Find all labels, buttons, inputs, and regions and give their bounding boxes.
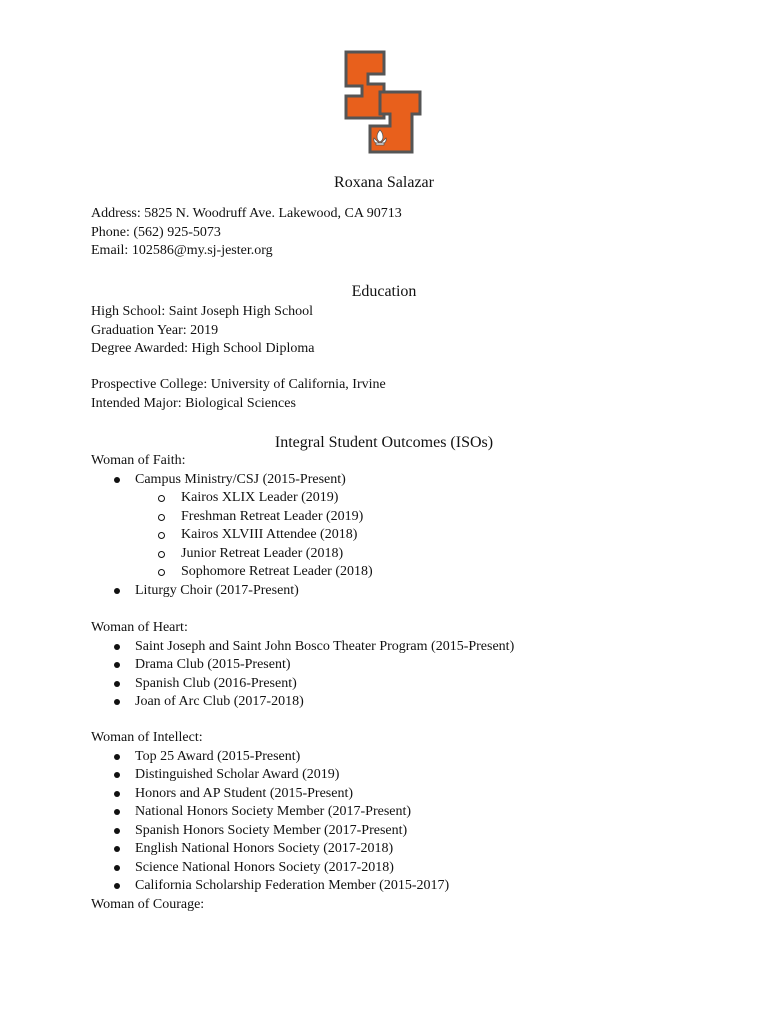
list-item: Top 25 Award (2015-Present)	[91, 748, 449, 767]
list-item: Drama Club (2015-Present)	[91, 656, 514, 675]
list-item: Junior Retreat Leader (2018)	[91, 545, 373, 564]
list-item: Distinguished Scholar Award (2019)	[91, 766, 449, 785]
intellect-list	[91, 748, 449, 896]
address-line: Address: 5825 N. Woodruff Ave. Lakewood, CA 90713	[91, 206, 402, 221]
list-item: Kairos XLIX Leader (2019)	[91, 489, 373, 508]
list-item: California Scholarship Federation Member (2015-2017)	[91, 877, 449, 896]
faith-section	[91, 452, 373, 600]
high-school-line: High School: Saint Joseph High School	[91, 304, 314, 319]
heart-section	[91, 619, 514, 712]
iso-heading: Integral Student Outcomes (ISOs)	[274, 434, 494, 451]
list-item: Freshman Retreat Leader (2019)	[91, 508, 373, 527]
graduation-line: Graduation Year: 2019	[91, 322, 219, 338]
major-line: Intended Major: Biological Sciences	[91, 395, 296, 411]
heart-list	[91, 638, 514, 712]
list-item: Spanish Club (2016-Present)	[91, 675, 514, 694]
list-item: Liturgy Choir (2017-Present)	[91, 582, 373, 601]
list-item: Spanish Honors Society Member (2017-Present)	[91, 822, 449, 841]
email-line: Email: 102586@my.sj-jester.org	[91, 243, 273, 258]
list-item: National Honors Society Member (2017-Present)	[91, 803, 449, 822]
degree-line: Degree Awarded: High School Diploma	[91, 341, 315, 356]
courage-label: Woman of Courage:	[91, 896, 205, 912]
education-block	[91, 303, 314, 359]
list-item: Honors and AP Student (2015-Present)	[91, 785, 449, 804]
list-item: Joan of Arc Club (2017-2018)	[91, 693, 514, 712]
sj-logo	[340, 44, 426, 160]
list-item: English National Honors Society (2017-2018)	[91, 840, 449, 859]
intellect-section	[91, 729, 449, 914]
list-item: Kairos XLVIII Attendee (2018)	[91, 526, 373, 545]
phone-line: Phone: (562) 925-5073	[91, 224, 221, 240]
resume-name: Roxana Salazar	[334, 174, 434, 191]
intellect-label: Woman of Intellect:	[91, 730, 203, 745]
heart-label: Woman of Heart:	[91, 620, 188, 635]
list-item: Science National Honors Society (2017-2018)	[91, 859, 449, 878]
college-block	[91, 376, 386, 413]
list-item: Sophomore Retreat Leader (2018)	[91, 563, 373, 582]
education-heading: Education	[351, 283, 417, 300]
contact-info	[91, 205, 402, 261]
college-line: Prospective College: University of California, Irvine	[91, 377, 386, 392]
list-item: Saint Joseph and Saint John Bosco Theater Program (2015-Present)	[91, 638, 514, 657]
list-item: Campus Ministry/CSJ (2015-Present)	[91, 471, 373, 490]
faith-label: Woman of Faith:	[91, 453, 186, 468]
faith-list	[91, 471, 373, 601]
